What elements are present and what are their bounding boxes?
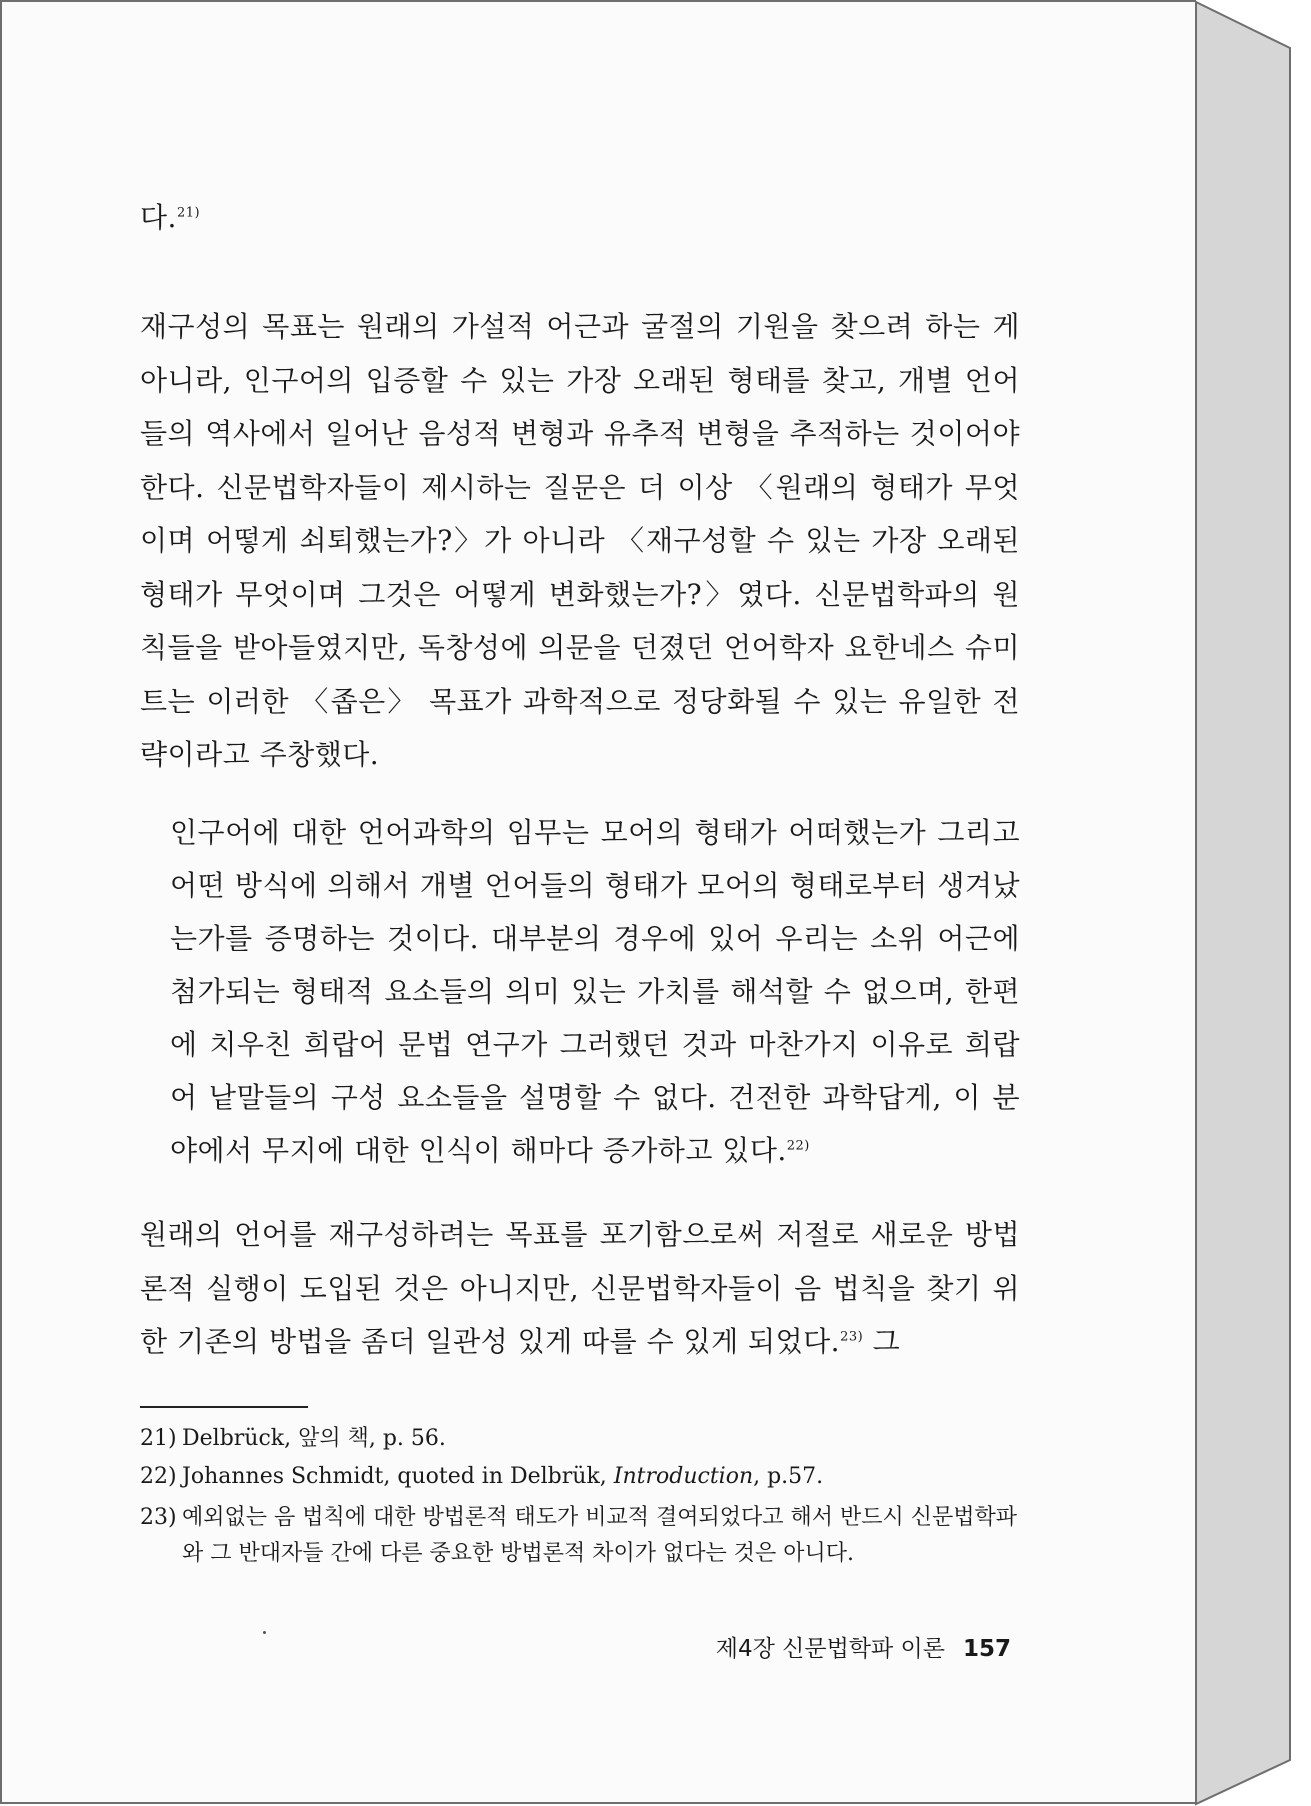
footnote-ref-22: 22) [786,1138,810,1154]
footnote-ref-23: 23) [840,1329,864,1345]
page-footer [716,1630,1011,1663]
paragraph-3-text: 원래의 언어를 재구성하려는 목표를 포기함으로써 저절로 새로운 방법론적 실행이 도입된 것은 아니지만, 신문법학자들이 음 법칙을 찾기 위한 기존의 방법을 좀더 일관성 있게 따를 수 있게 되었다. [140,1218,1020,1358]
footnote-text-post: , p.57. [753,1464,824,1489]
footnote-divider [140,1406,308,1408]
footnote-text-pre: Johannes Schmidt, quoted in Delbrük, [182,1464,614,1489]
paragraph-3 [140,1208,1020,1369]
chapter-title: 제4장 신문법학파 이론 [715,1636,945,1662]
speck [263,1631,266,1634]
footnote-number: 22) [140,1464,177,1489]
block-quote [170,806,1020,1177]
continued-sentence [140,196,1020,236]
footnote-text: Delbrück, 앞의 책, p. 56. [182,1426,446,1451]
footnote-number: 23) [140,1505,177,1530]
footnote-italic-title: Introduction [613,1464,754,1489]
footnote-22 [140,1462,1020,1492]
page-number: 157 [962,1636,1011,1662]
paragraph-1: 재구성의 목표는 원래의 가설적 어근과 굴절의 기원을 찾으려 하는 게 아니라, 인구어의 입증할 수 있는 가장 오래된 형태를 찾고, 개별 언어들의 역사에서 일어난 음성적 변형과 유추적 변형을 추적하는 것이어야 한다. 신문법학자들이 제시하는 질문은 더 이상 〈원래의 형태가 무엇이며 어떻게 쇠퇴했는가?〉가 아니라 〈재구성할 수 있는 가장 오래된 형태가 무엇이며 그것은 어떻게 변화했는가?〉였다. 신문법학파의 원칙들을 받아들였지만, 독창성에 의문을 던졌던 언어학자 요한네스 슈미트는 이러한 〈좁은〉 목표가 과학적으로 정당화될 수 있는 유일한 전략이라고 주창했다. [140,310,1020,771]
footnote-21 [140,1424,1020,1454]
footnote-text: 예외없는 음 법칙에 대한 방법론적 태도가 비교적 결여되었다고 해서 반드시 신문법학파와 그 반대자들 간에 다른 중요한 방법론적 차이가 없다는 것은 아니다. [182,1505,1018,1566]
paragraph-3-tail: 그 [863,1325,901,1358]
block-quote-text: 인구어에 대한 언어과학의 임무는 모어의 형태가 어떠했는가 그리고 어떤 방식에 의해서 개별 언어들의 형태가 모어의 형태로부터 생겨났는가를 증명하는 것이다. 대부분의 경우에 있어 우리는 소위 어근에 첨가되는 형태적 요소들의 의미 있는 가치를 해석할 수 없으며, 한편에 치우친 희랍어 문법 연구가 그러했던 것과 마찬가지 이유로 희랍어 낱말들의 구성 요소들을 설명할 수 없다. 건전한 과학답게, 이 분야에서 무지에 대한 인식이 해마다 증가하고 있다. [170,816,1020,1167]
footnote-number: 21) [140,1426,177,1451]
footnote-ref-21: 21) [176,205,201,221]
footnote-23 [140,1500,1020,1572]
continued-text: 다. [140,201,177,234]
